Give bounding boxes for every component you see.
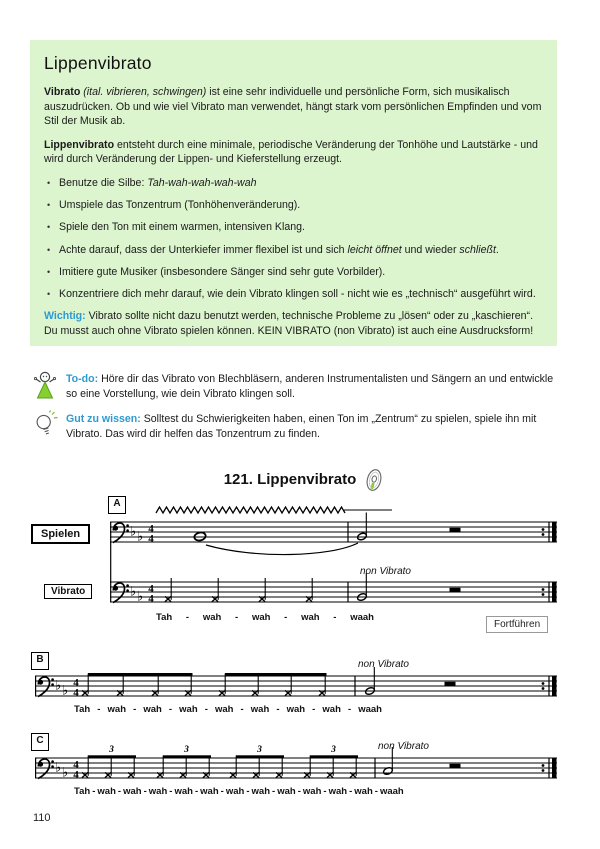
beam (310, 755, 358, 758)
triplet-number: 3 (184, 745, 189, 755)
bullet-item: • Spiele den Ton mit einem warmen, intensiven Klang. (44, 220, 542, 234)
bullet-item: • Konzentriere dich mehr darauf, wie dein Vibrato klingen soll - nicht wie es „technisch“ ausgeführt wird. (44, 287, 542, 301)
beam (163, 755, 211, 758)
triplet-number: 3 (257, 745, 262, 755)
tie (206, 543, 358, 555)
non-vibrato-marking: non Vibrato (360, 566, 411, 577)
page-number: 110 (33, 812, 51, 824)
tip-label: Gut zu wissen: (66, 413, 141, 425)
triplet-number: 3 (331, 745, 336, 755)
system-b (35, 659, 557, 699)
triplet-number: 3 (109, 745, 114, 755)
vibrato-wavy-line (156, 507, 345, 513)
syllable-row-c: Tah - wah - wah - wah - wah - wah - wah - wah - wah - wah - wah - wah - waah (74, 786, 404, 797)
section-label-a: A (108, 496, 126, 514)
bullet-item: • Umspiele das Tonzentrum (Tonhöhenveränderung). (44, 198, 542, 212)
vibrato-label: Vibrato (44, 584, 92, 599)
intro-paragraph-lippenvibrato: Lippenvibrato entsteht durch eine minimale, periodische Veränderung der Tonhöhe und Lautstärke - und wird durch Veränderung der Lippen- und Kieferstellung erzeugt. (44, 138, 538, 166)
bullet-item: • Benutze die Silbe: Tah-wah-wah-wah-wah (44, 176, 542, 190)
beam (88, 755, 136, 758)
system-a (110, 507, 557, 605)
fortfuehren-label: Fortführen (486, 616, 548, 633)
non-vibrato-marking: non Vibrato (358, 659, 409, 670)
wichtig-label: Wichtig: (44, 310, 86, 323)
tip-text: Gut zu wissen: Solltest du Schwierigkeiten haben, einen Ton im „Zentrum“ zu spielen, spiele ihn mit Vibrato. Das wird dir helfen das Tonzentrum zu finden. (66, 413, 537, 440)
syllable-row-b: Tah - wah - wah - wah - wah - wah - wah - wah - waah (74, 704, 382, 715)
music-notation: ♭ ♭ 4 4 non Vibrato non Vibrato 3 3 3 3 non Vibrato (0, 0, 600, 849)
syllable-row-a: Tah - wah - wah - wah - waah (156, 612, 374, 623)
todo-label: To-do: (66, 373, 99, 385)
non-vibrato-marking: non Vibrato (378, 741, 429, 752)
system-c (35, 741, 557, 781)
beam (236, 755, 284, 758)
section-label-b: B (31, 652, 49, 670)
bullet-item: • Imitiere gute Musiker (insbesondere Sänger sind sehr gute Vorbilder). (44, 265, 542, 279)
beam (225, 673, 327, 676)
bullet-item: • Achte darauf, dass der Unterkiefer immer flexibel ist und sich leicht öffnet und wieder schließt. (44, 243, 542, 257)
page-title: Lippenvibrato (44, 53, 152, 73)
intro-paragraph-vibrato: Vibrato (ital. vibrieren, schwingen) ist eine sehr individuelle und persönliche Form, sich musikalisch auszudrücken. Ob und wie viel Vibrato man verwendet, hängt stark vom persönlichen Empfinden und vom Stil der Musik ab. (44, 86, 542, 128)
exercise-title: 121. Lippenvibrato (223, 471, 357, 488)
section-label-c: C (31, 733, 49, 751)
beam (88, 673, 193, 676)
todo-text: To-do: Höre dir das Vibrato von Blechbläsern, anderen Instrumentalisten und Sängern an und entwickle so eine Vorstellung, wie dein Vibrato klingen soll. (66, 373, 554, 400)
spielen-label: Spielen (31, 524, 90, 544)
wichtig-note: Wichtig: Vibrato sollte nicht dazu benutzt werden, technische Probleme zu „lösen“ oder zu „kaschieren“. Du musst auch ohne Vibrato spielen können. KEIN VIBRATO (non Vibrato) ist auch eine Ausdrucksform! (44, 310, 534, 337)
